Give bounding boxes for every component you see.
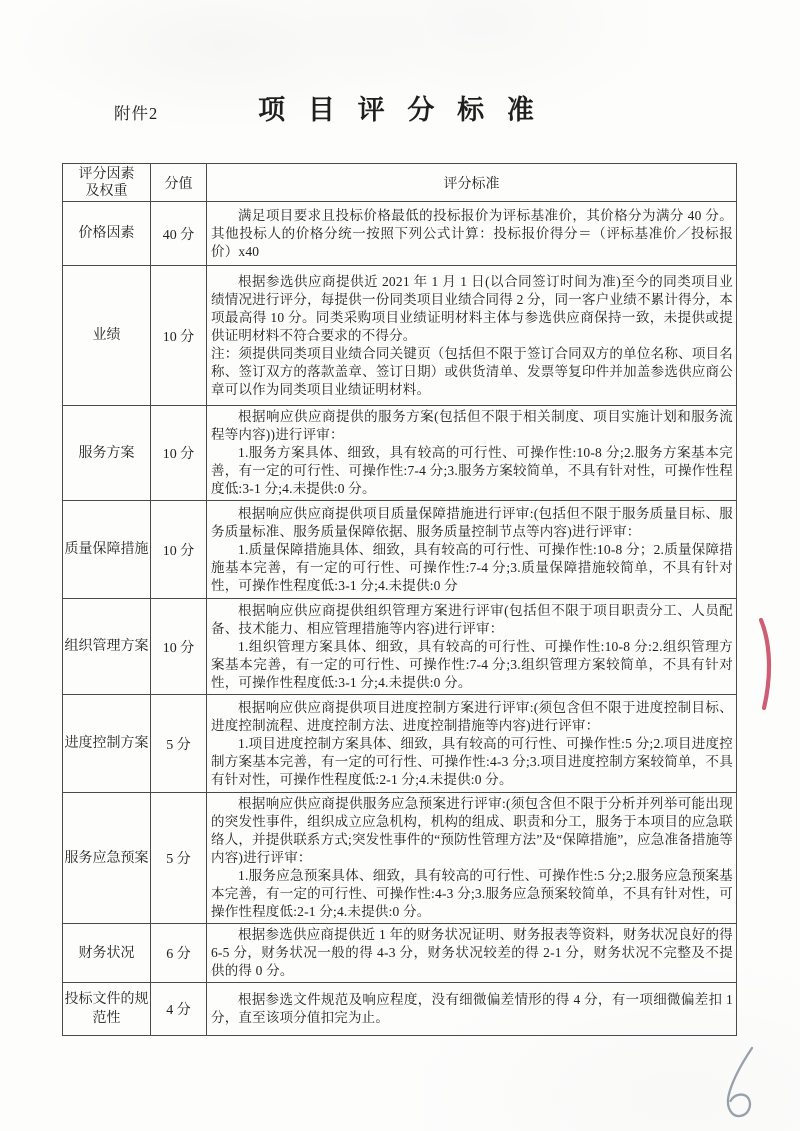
table-row	[63, 266, 737, 406]
factor-cell: 投标文件的规范性	[63, 983, 151, 1036]
score-cell: 40 分	[151, 202, 207, 266]
attachment-label: 附件2	[114, 104, 159, 123]
criteria-cell	[207, 695, 737, 793]
factor-cell: 进度控制方案	[63, 695, 151, 793]
criteria-cell	[207, 793, 737, 924]
criteria-paragraph: 1.质量保障措施具体、细致，具有较高的可行性、可操作性:10-8 分；2.质量保障措施基本完善，有一定的可行性、可操作性:7-4 分;3.质量保障措施较简单，不具有针对性，可操作性程度低:3-1 分;4.未提供:0 分	[211, 541, 733, 593]
factor-cell: 价格因素	[63, 202, 151, 266]
criteria-paragraph: 根据参选文件规范及响应程度，没有细微偏差情形的得 4 分，有一项细微偏差扣 1 分，直至该项分值扣完为止。	[211, 992, 733, 1025]
score-cell: 6 分	[151, 924, 207, 983]
table-row	[63, 983, 737, 1036]
score-cell: 4 分	[151, 983, 207, 1036]
criteria-paragraph: 根据参选供应商提供近 1 年的财务状况证明、财务报表等资料，财务状况良好的得 6-5 分，财务状况一般的得 4-3 分，财务状况较差的得 2-1 分，财务状况不完整及不提供的得 0 分。	[211, 927, 733, 978]
table-row	[63, 202, 737, 266]
factor-cell: 质量保障措施	[63, 501, 151, 599]
header-score: 分值	[151, 164, 207, 202]
table-row	[63, 406, 737, 501]
scoring-table-body	[63, 202, 737, 1036]
score-cell: 10 分	[151, 266, 207, 406]
criteria-paragraph: 1.组织管理方案具体、细致，具有较高的可行性、可操作性:10-8 分:2.组织管理方案基本完善，有一定的可行性、可操作性:7-4 分;3.组织管理方案较简单，不具有针对性，可操作性程度低:3-1 分;4.未提供:0 分。	[211, 638, 733, 690]
criteria-cell	[207, 599, 737, 695]
criteria-paragraph: 1.服务应急预案具体、细致，具有较高的可行性、可操作性:5 分;2.服务应急预案基本完善，有一定的可行性、可操作性:4-3 分;3.服务应急预案较简单，不具有针对性，可操作性程度低:2-1 分;4.未提供:0 分。	[211, 868, 733, 919]
red-pen-mark	[756, 616, 780, 712]
criteria-paragraph: 根据响应供应商提供的服务方案(包括但不限于相关制度、项目实施计划和服务流程等内容))进行评审：	[211, 409, 733, 442]
factor-cell: 服务方案	[63, 406, 151, 501]
criteria-paragraph: 根据响应供应商提供项目进度控制方案进行评审:(须包含但不限于进度控制目标、进度控制流程、进度控制方法、进度控制措施等内容)进行评审：	[211, 699, 733, 733]
factor-cell: 组织管理方案	[63, 599, 151, 695]
criteria-cell	[207, 406, 737, 501]
factor-cell: 财务状况	[63, 924, 151, 983]
handwritten-page-number	[716, 1044, 762, 1126]
score-cell: 5 分	[151, 793, 207, 924]
table-row	[63, 924, 737, 983]
score-cell: 10 分	[151, 406, 207, 501]
score-cell: 10 分	[151, 501, 207, 599]
criteria-paragraph: 满足项目要求且投标价格最低的投标报价为评标基准价，其价格分为满分 40 分。其他投标人的价格分统一按照下列公式计算：投标报价得分＝（评标基准价／投标报价）x40	[211, 207, 733, 259]
criteria-paragraph: 1.项目进度控制方案具体、细致，具有较高的可行性、可操作性:5 分;2.项目进度控制方案基本完善，有一定的可行性、可操作性:4-3 分;3.项目进度控制方案较简单，不具有针对性，可操作性程度低:2-1 分;4.未提供:0 分。	[211, 735, 733, 787]
table-row	[63, 501, 737, 599]
page-title: 项 目 评 分 标 准	[258, 95, 542, 125]
criteria-paragraph: 根据响应供应商提供服务应急预案进行评审:(须包含但不限于分析并列举可能出现的突发性事件，组织成立应急机构，机构的组成、职责和分工，服务于本项目的应急联络人，并提供联系方式;突发性事件的“预防性管理方法”及“保障措施”，应急准备措施等内容)进行评审：	[211, 796, 733, 865]
factor-cell: 服务应急预案	[63, 793, 151, 924]
scoring-table	[62, 163, 737, 1036]
table-row	[63, 793, 737, 924]
criteria-paragraph: 1.服务方案具体、细致，具有较高的可行性、可操作性:10-8 分;2.服务方案基本完善，有一定的可行性、可操作性:7-4 分;3.服务方案较简单，不具有针对性，可操作性程度低:3-1 分;4.未提供:0 分。	[211, 445, 733, 496]
criteria-cell	[207, 202, 737, 266]
criteria-paragraph: 根据响应供应商提供项目质量保障措施进行评审:(包括但不限于服务质量目标、服务质量标准、服务质量保障依据、服务质量控制节点等内容)进行评审：	[211, 505, 733, 539]
table-row	[63, 599, 737, 695]
score-cell: 5 分	[151, 695, 207, 793]
criteria-paragraph: 根据响应供应商提供组织管理方案进行评审(包括但不限于项目职责分工、人员配备、技术能力、相应管理措施等内容)进行评审：	[211, 602, 733, 636]
table-header-row	[63, 164, 737, 202]
header-criteria: 评分标准	[207, 164, 737, 202]
factor-cell: 业绩	[63, 266, 151, 406]
criteria-paragraph: 根据参选供应商提供近 2021 年 1 月 1 日(以合同签订时间为准)至今的同类项目业绩情况进行评分，每提供一份同类项目业绩合同得 2 分，同一客户业绩不累计得分，本项最高得 10 分。同类采购项目业绩证明材料主体与参选供应商保持一致，未提供或提供证明材料不符合要求的不得分。	[211, 273, 733, 343]
table-row	[63, 695, 737, 793]
criteria-cell	[207, 924, 737, 983]
header-factor: 评分因素及权重	[63, 164, 151, 202]
criteria-cell	[207, 266, 737, 406]
score-cell: 10 分	[151, 599, 207, 695]
criteria-cell	[207, 983, 737, 1036]
criteria-cell	[207, 501, 737, 599]
criteria-paragraph: 注：须提供同类项目业绩合同关键页（包括但不限于签订合同双方的单位名称、项目名称、签订双方的落款盖章、签订日期）或供货清单、发票等复印件并加盖参选供应商公章可以作为同类项目业绩证明材料。	[211, 345, 733, 397]
